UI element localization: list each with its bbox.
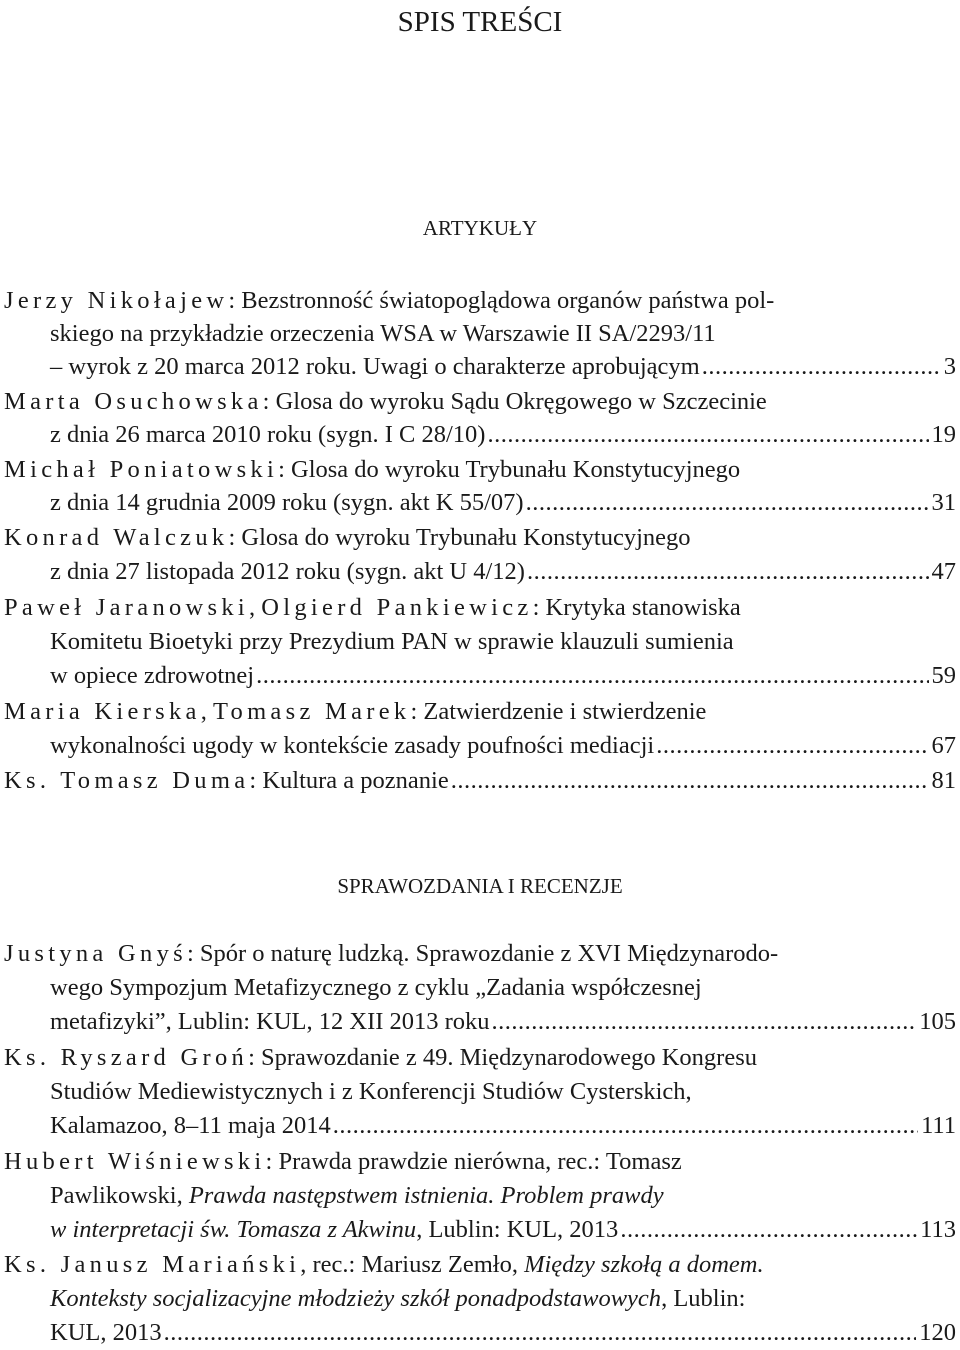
page-number: 120 [919, 1319, 956, 1346]
entry-title: z dnia 27 listopada 2012 roku (sygn. akt U 4/12) [50, 558, 525, 585]
toc-entry-line [4, 695, 956, 728]
entry-title: : Glosa do wyroku Sądu Okręgowego w Szczecinie [262, 388, 767, 415]
toc-entry-line [4, 937, 956, 970]
book-title: w interpretacji św. Tomasza z Akwinu [50, 1216, 417, 1243]
toc-entry-line [4, 521, 956, 554]
entry-title: : Glosa do wyroku Trybunału Konstytucyjnego [278, 456, 741, 483]
author-name: Ks. Ryszard Groń [4, 1044, 249, 1071]
toc-entry-line [4, 591, 956, 624]
leader-dots [333, 1109, 918, 1142]
book-title: Między szkołą a domem. [524, 1251, 764, 1278]
toc-entry-line [50, 1179, 956, 1212]
book-title: Prawda następstwem istnienia. Problem prawdy [188, 1182, 664, 1209]
leader-dots [256, 659, 928, 692]
toc-entry-line [50, 1075, 956, 1108]
leader-dots [656, 729, 928, 762]
author-separator: , [200, 698, 213, 725]
leader-dots [164, 1316, 917, 1349]
entry-title: : Kultura a poznanie [249, 767, 449, 794]
leader-dots [492, 1005, 917, 1038]
author-name: Olgierd Pankiewicz [261, 594, 533, 621]
author-name: Ks. Tomasz Duma [4, 767, 250, 794]
author-name: Jerzy Nikołajew [4, 287, 229, 314]
toc-entry-line [50, 1282, 956, 1315]
entry-title: Kalamazoo, 8–11 maja 2014 [50, 1112, 331, 1139]
entry-title: Studiów Mediewistycznych i z Konferencji Studiów Cysterskich, [50, 1078, 692, 1105]
toc-entry-line [50, 486, 956, 519]
entry-title: z dnia 14 grudnia 2009 roku (sygn. akt K 55/07) [50, 489, 524, 516]
leader-dots [620, 1213, 917, 1246]
entry-title: : Krytyka stanowiska [532, 594, 741, 621]
page-title: SPIS TREŚCI [397, 6, 563, 38]
leader-dots [487, 418, 928, 451]
entry-title: w opiece zdrowotnej [50, 662, 255, 689]
author-name: Marta Osuchowska [4, 388, 263, 415]
toc-entry-line [50, 317, 956, 350]
toc-entry-line [4, 1041, 956, 1074]
entry-title: Komitetu Bioetyki przy Prezydium PAN w sprawie klauzuli sumienia [50, 628, 734, 655]
entry-title: : Bezstronność światopoglądowa organów państwa pol- [228, 287, 775, 314]
page-number: 59 [931, 662, 956, 689]
entry-title: : Sprawozdanie z 49. Międzynarodowego Kongresu [248, 1044, 757, 1071]
toc-entry-line [50, 1109, 956, 1142]
entry-title: : Zatwierdzenie i stwierdzenie [410, 698, 707, 725]
entry-title: skiego na przykładzie orzeczenia WSA w Warszawie II SA/2293/11 [50, 320, 716, 347]
entry-title: – wyrok z 20 marca 2012 roku. Uwagi o charakterze aprobującym [50, 353, 700, 380]
author-name: Tomasz Marek [212, 698, 411, 725]
author-name: Paweł Jaranowski [4, 594, 250, 621]
entry-title: wykonalności ugody w kontekście zasady poufności mediacji [50, 732, 655, 759]
author-separator: , [249, 594, 262, 621]
author-name: Michał Poniatowski [4, 456, 279, 483]
toc-entry-line [50, 659, 956, 692]
page-number: 47 [931, 558, 956, 585]
toc-entry-line [4, 385, 956, 418]
leader-dots [702, 350, 941, 383]
toc-entry-line [4, 453, 956, 486]
toc-entry-line [4, 764, 956, 797]
entry-title: wego Sympozjum Metafizycznego z cyklu „Zadania współczesnej [50, 974, 702, 1001]
entry-title: : Spór o naturę ludzką. Sprawozdanie z XVI Międzynarodo- [186, 940, 779, 967]
leader-dots [527, 555, 929, 588]
entry-title: , Lublin: KUL, 2013 [416, 1216, 619, 1243]
toc-entry-line [50, 971, 956, 1004]
entry-title: z dnia 26 marca 2010 roku (sygn. I C 28/10) [50, 421, 486, 448]
author-name: Konrad Walczuk [4, 524, 229, 551]
section-title-reports: SPRAWOZDANIA I RECENZJE [337, 874, 623, 898]
page-number: 67 [931, 732, 956, 759]
toc-entry-line [50, 418, 956, 451]
page-number: 113 [920, 1216, 956, 1243]
page-number: 19 [931, 421, 956, 448]
toc-entry-line [50, 729, 956, 762]
page-number: 3 [943, 353, 956, 380]
toc-entry-line [50, 555, 956, 588]
entry-title: metafizyki”, Lublin: KUL, 12 XII 2013 roku [50, 1008, 490, 1035]
page-number: 111 [921, 1112, 956, 1139]
entry-title: : Glosa do wyroku Trybunału Konstytucyjnego [228, 524, 691, 551]
entry-title: , rec.: Mariusz Zemło, [300, 1251, 525, 1278]
entry-title: Pawlikowski, [50, 1182, 189, 1209]
author-name: Hubert Wiśniewski [4, 1148, 266, 1175]
toc-entry-line [50, 1213, 956, 1246]
book-title: Konteksty socjalizacyjne młodzieży szkół ponadpodstawowych [50, 1285, 662, 1312]
toc-entry-line [50, 625, 956, 658]
toc-entry-line [4, 284, 956, 317]
toc-entry-line [50, 1005, 956, 1038]
author-name: Maria Kierska [4, 698, 201, 725]
toc-entry-line [4, 1145, 956, 1178]
entry-title: : Prawda prawdzie nierówna, rec.: Tomasz [265, 1148, 682, 1175]
page-number: 31 [931, 489, 956, 516]
leader-dots [451, 764, 929, 797]
entry-title: , Lublin: [661, 1285, 746, 1312]
section-title-articles: ARTYKUŁY [422, 216, 538, 240]
toc-entry-line [4, 1248, 956, 1281]
page-number: 81 [931, 767, 956, 794]
toc-entry-line [50, 1316, 956, 1349]
toc-entry-line [50, 350, 956, 383]
leader-dots [526, 486, 929, 519]
page-number: 105 [919, 1008, 956, 1035]
entry-title: KUL, 2013 [50, 1319, 162, 1346]
author-name: Ks. Janusz Mariański [4, 1251, 301, 1278]
author-name: Justyna Gnyś [4, 940, 187, 967]
